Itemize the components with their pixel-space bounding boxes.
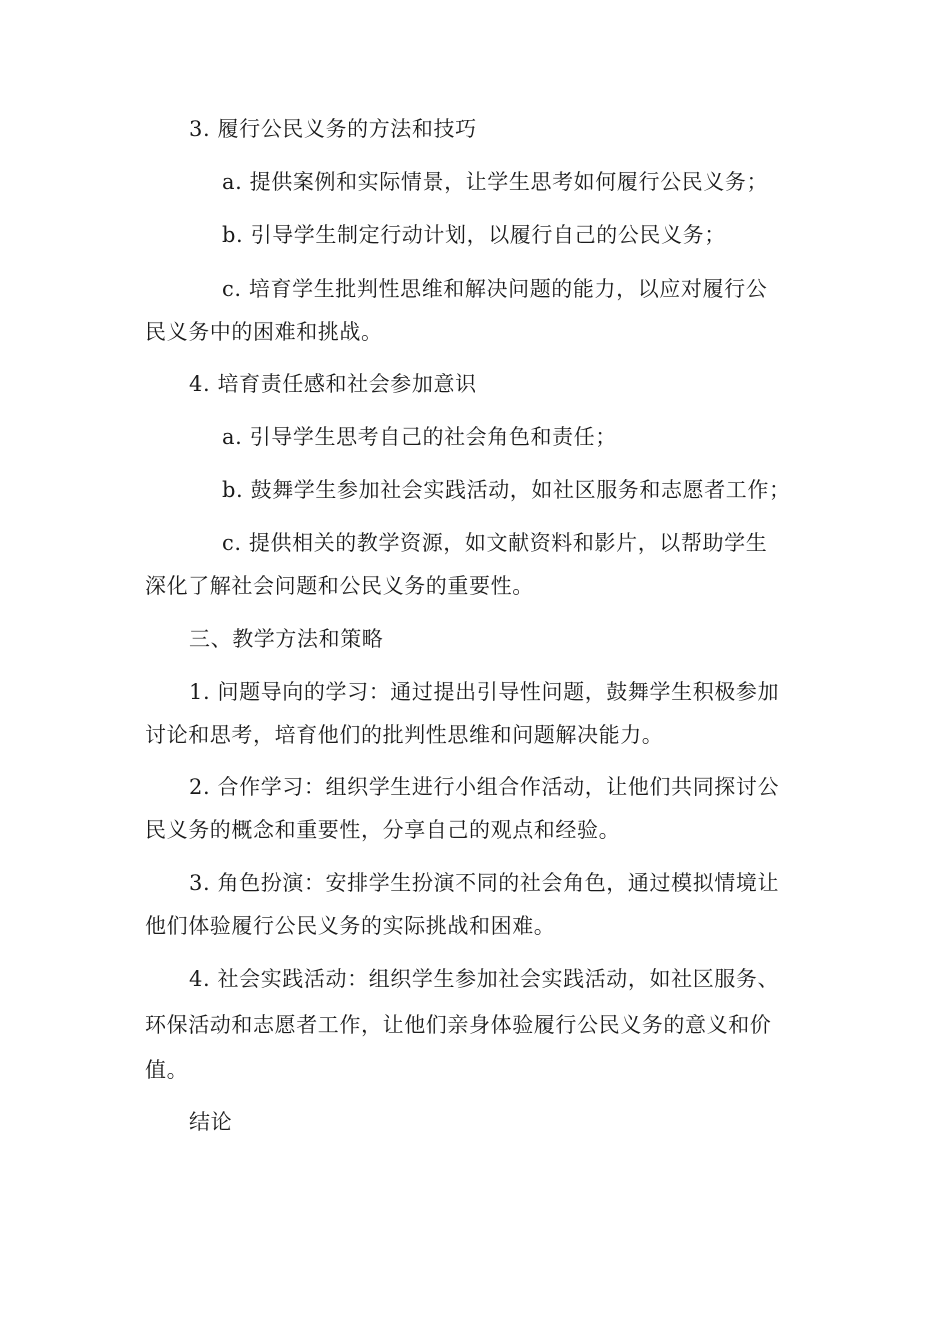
section-heading: 三、教学方法和策略 (189, 627, 384, 651)
text-line: 3. 角色扮演：安排学生扮演不同的社会角色，通过模拟情境让 (189, 871, 780, 895)
text-line: 4. 培育责任感和社会参加意识 (189, 372, 477, 396)
text-line: 民义务的概念和重要性，分享自己的观点和经验。 (145, 818, 621, 842)
text-line: c. 培育学生批判性思维和解决问题的能力，以应对履行公 (222, 277, 768, 301)
text-line: 环保活动和志愿者工作，让他们亲身体验履行公民义务的意义和价 (145, 1013, 772, 1037)
text-line: 他们体验履行公民义务的实际挑战和困难。 (145, 914, 556, 938)
text-line: 3. 履行公民义务的方法和技巧 (189, 117, 477, 141)
text-line: 4. 社会实践活动：组织学生参加社会实践活动，如社区服务、 (189, 967, 780, 991)
text-line: c. 提供相关的教学资源，如文献资料和影片，以帮助学生 (222, 531, 768, 555)
text-line: 值。 (145, 1058, 189, 1082)
section-heading: 结论 (189, 1110, 233, 1134)
text-line: 民义务中的困难和挑战。 (145, 320, 383, 344)
text-line: b. 引导学生制定行动计划，以履行自己的公民义务； (222, 223, 726, 247)
text-line: b. 鼓舞学生参加社会实践活动，如社区服务和志愿者工作； (222, 478, 791, 502)
text-line: a. 引导学生思考自己的社会角色和责任； (222, 425, 617, 449)
text-line: 讨论和思考，培育他们的批判性思维和问题解决能力。 (145, 723, 664, 747)
text-line: a. 提供案例和实际情景，让学生思考如何履行公民义务； (222, 170, 769, 194)
text-line: 深化了解社会问题和公民义务的重要性。 (145, 574, 534, 598)
text-line: 2. 合作学习：组织学生进行小组合作活动，让他们共同探讨公 (189, 775, 780, 799)
text-line: 1. 问题导向的学习：通过提出引导性问题，鼓舞学生积极参加 (189, 680, 780, 704)
